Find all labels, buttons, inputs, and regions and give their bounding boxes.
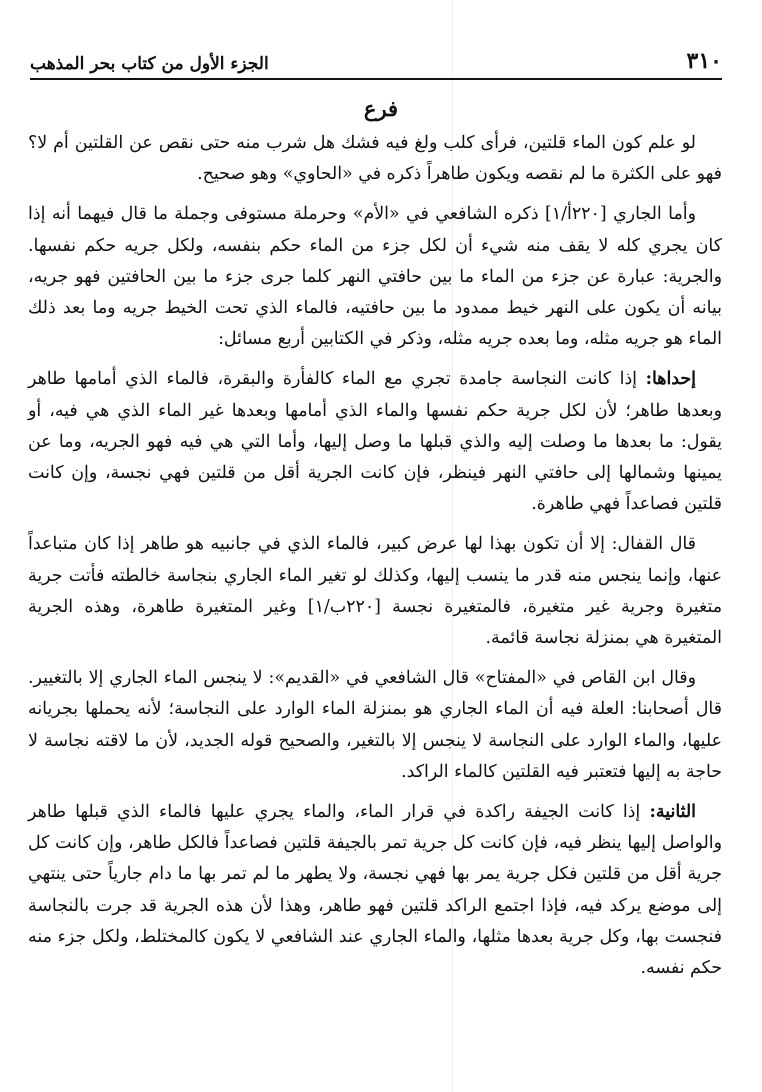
paragraph-text: لو علم كون الماء قلتين، فرأى كلب ولغ فيه فشك هل شرب منه حتى نقص عن القلتين أم لا؟ فهو على الكثرة ما لم نقصه ويكون طاهراً ذكره في «الحاوي» وهو صحيح.	[28, 133, 722, 185]
paragraph-text: وأما الجاري [٢٢٠أ/١] ذكره الشافعي في «الأم» وحرملة مستوفى وجملة ما قال فيهما أنه إذا كان يجري كله لا يقف منه شيء أن لكل جزء من الماء حكم بنفسه، ولكل جريه حكم نفسها. والجرية: عبارة عن جزء من الماء ما بين حافتي النهر كلما جرى جزء ما بين الحافتين فهو جريه، بيانه أن يكون على النهر خيط ممدود ما بين حافتيه، فالماء الذي تحت الخيط جريه وما بعد ذلك الماء هو جريه مثله، وما بعده جريه مثله، وذكر في الكتابين أربع مسائل:	[28, 204, 722, 350]
running-header	[30, 40, 722, 80]
section-heading: فرع	[363, 96, 399, 121]
running-title: الجزء الأول من كتاب بحر المذهب	[30, 54, 269, 74]
paragraph	[28, 364, 722, 520]
body-text	[28, 128, 722, 993]
paragraph	[28, 199, 722, 355]
paragraph-lead: إحداها:	[645, 369, 696, 390]
paragraph-text: إذا كانت الجيفة راكدة في قرار الماء، والماء يجري عليها فالماء الذي قبلها طاهر والواصل إليها ينظر فيه، فإن كانت كل جرية تمر بالجيفة قلتين فصاعداً فالكل طاهر، وإن كانت كل جرية أقل من قلتين فكل جرية يمر بها فهي نجسة، ولا يطهر ما لم تمر بها ما دام جارياً حتى ينتهي إلى موضع يركد فيه، فإذا اجتمع الراكد قلتين فهو طاهر، وهذا لأن هذه الجرية قد جرت بالنجاسة فنجست بها، وكل جرية بعدها مثلها، والماء الجاري عند الشافعي لا يكون كالمختلط، ولكل جزء منه حكم نفسه.	[28, 802, 722, 979]
paragraph	[28, 663, 722, 788]
paragraph	[28, 128, 722, 190]
paragraph	[28, 797, 722, 984]
paragraph-lead: الثانية:	[649, 802, 696, 823]
page-number: ٣١٠	[686, 48, 722, 74]
paragraph-text: وقال ابن القاص في «المفتاح» قال الشافعي في «القديم»: لا ينجس الماء الجاري إلا بالتغيير. قال أصحابنا: العلة فيه أن الماء الجاري هو بمنزلة الماء الوارد على النجاسة؛ لأنه يحملها بجريانه عليها، والماء الوارد على النجاسة لا ينجس إلا بالتغير، والصحيح قوله الجديد، لأن ما لاقته نجاسة لا حاجة به إليها فتعتبر فيه القلتين كالماء الراكد.	[28, 668, 722, 782]
paragraph	[28, 529, 722, 654]
paragraph-text: قال القفال: إلا أن تكون بهذا لها عرض كبير، فالماء الذي في جانبيه هو طاهر إذا كان متباعداً عنها، وإنما ينجس منه قدر ما ينسب إليها، وكذلك لو تغير الماء الجاري بنجاسة خالطته فأتت جرية متغيرة وجرية غير متغيرة، فالمتغيرة نجسة [٢٢٠ب/١] وغير المتغيرة طاهرة، وهذه الجرية المتغيرة هي بمنزلة نجاسة قائمة.	[28, 534, 723, 649]
paragraph-text: إذا كانت النجاسة جامدة تجري مع الماء كالفأرة والبقرة، فالماء الذي أمامها طاهر وبعدها طاهر؛ لأن لكل جرية حكم نفسها والماء الذي أمامها وبعدها غير الماء الذي هي فيه، أو يقول: ما بعدها ما وصلت إليه والذي قبلها ما وصل إليها، وأما التي هي فيه فهو الجريه، وما عن يمينها وشمالها إلى حافتي النهر فينظر، فإن كانت الجرية أقل من قلتين فهي نجسة، وإن كانت قلتين فصاعداً فهي طاهرة.	[28, 369, 722, 515]
